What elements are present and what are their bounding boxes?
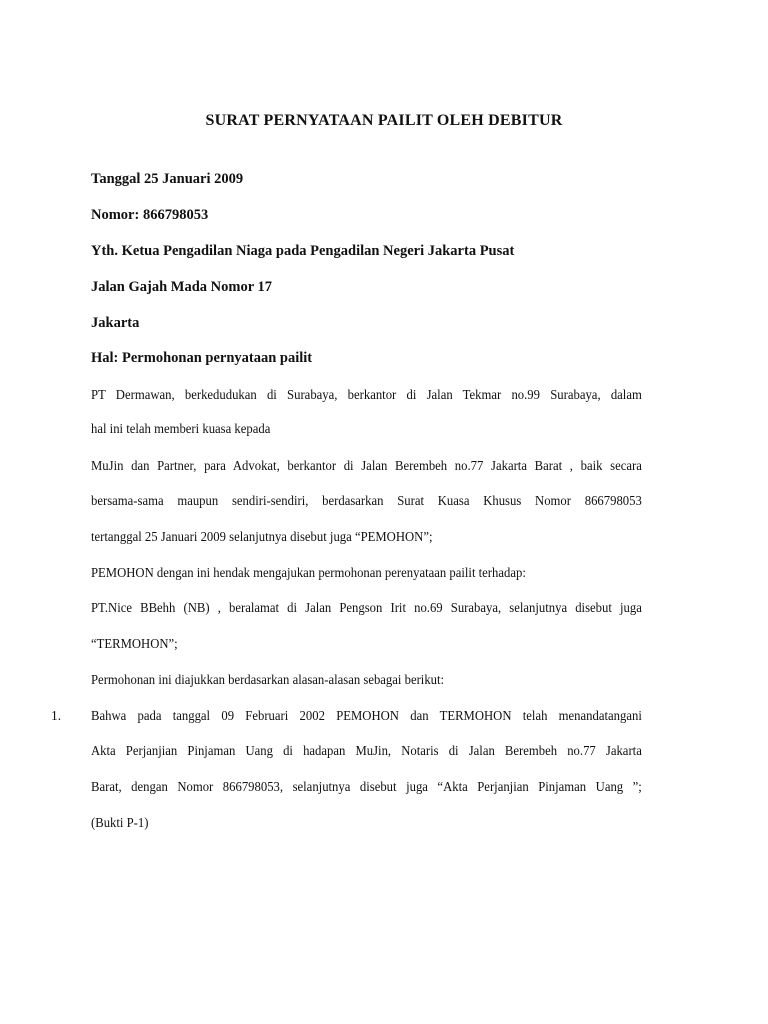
paragraph-2-line-2: bersama-sama maupun sendiri-sendiri, berdasarkan Surat Kuasa Khusus Nomor 866798053	[91, 493, 642, 508]
letter-date: Tanggal 25 Januari 2009	[91, 171, 244, 187]
paragraph-1-line-1: PT Dermawan, berkedudukan di Surabaya, berkantor di Jalan Tekmar no.99 Surabaya, dalam	[91, 387, 642, 402]
paragraph-5-line-1: Permohonan ini diajukkan berdasarkan alasan-alasan sebagai berikut:	[91, 672, 445, 687]
list-item-1-line-3: Barat, dengan Nomor 866798053, selanjutnya disebut juga “Akta Perjanjian Pinjaman Uang ”;	[91, 779, 642, 794]
document-title: SURAT PERNYATAAN PAILIT OLEH DEBITUR	[205, 112, 563, 129]
paragraph-4-line-2: “TERMOHON”;	[91, 636, 178, 651]
list-item-1-line-1: Bahwa pada tanggal 09 Februari 2002 PEMOHON dan TERMOHON telah menandatangani	[91, 708, 642, 723]
recipient-city: Jakarta	[91, 315, 140, 331]
list-item-number: 1.	[51, 708, 62, 723]
letter-subject: Hal: Permohonan pernyataan pailit	[91, 350, 313, 366]
recipient-address: Jalan Gajah Mada Nomor 17	[91, 279, 272, 295]
paragraph-2-line-3: tertanggal 25 Januari 2009 selanjutnya disebut juga “PEMOHON”;	[91, 529, 433, 544]
paragraph-1-line-2: hal ini telah memberi kuasa kepada	[91, 421, 271, 436]
paragraph-4-line-1: PT.Nice BBehh (NB) , beralamat di Jalan Pengson Irit no.69 Surabaya, selanjutnya disebut juga	[91, 600, 642, 615]
list-item-1-line-4: (Bukti P-1)	[91, 815, 149, 830]
paragraph-2-line-1: MuJin dan Partner, para Advokat, berkantor di Jalan Berembeh no.77 Jakarta Barat , baik secara	[91, 458, 642, 473]
list-item-1-line-2: Akta Perjanjian Pinjaman Uang di hadapan MuJin, Notaris di Jalan Berembeh no.77 Jakarta	[91, 743, 642, 758]
paragraph-3-line-1: PEMOHON dengan ini hendak mengajukan permohonan perenyataan pailit terhadap:	[91, 565, 526, 580]
letter-recipient: Yth. Ketua Pengadilan Niaga pada Pengadilan Negeri Jakarta Pusat	[91, 243, 515, 259]
letter-number: Nomor: 866798053	[91, 207, 209, 223]
